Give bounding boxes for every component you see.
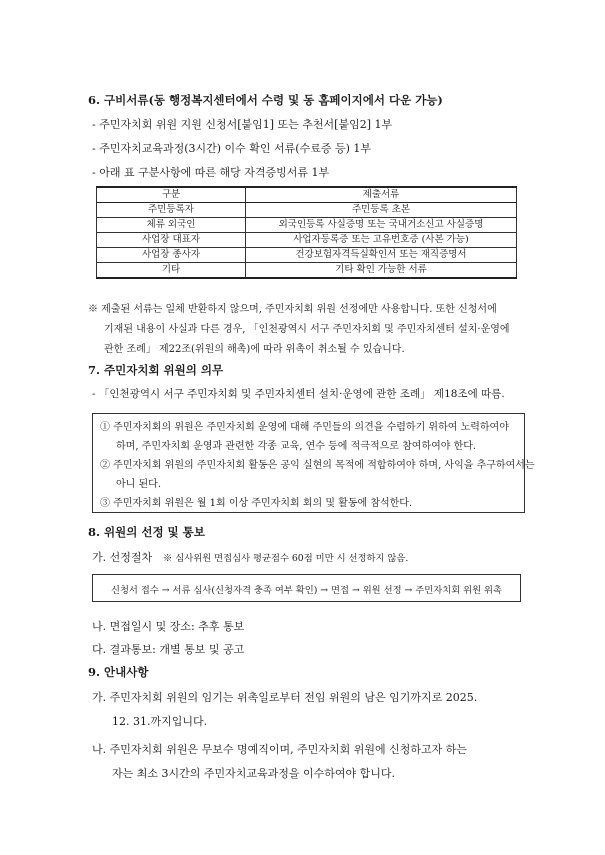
section-6-item-2: - 주민자치교육과정(3시간) 이수 확인 서류(수료증 등) 1부 (92, 142, 372, 155)
duty-3-line: ③ 주민자치회 위원은 월 1회 이상 주민자치회 회의 및 활동에 참석한다. (100, 498, 413, 509)
section-6-item-1: - 주민자치회 위원 지원 신청서[붙임1] 또는 추천서[붙임2] 1부 (92, 118, 393, 131)
procedure-flow: 신청서 접수 → 서류 심사(신청자격 충족 여부 확인) → 면접 → 위원 선정 → 주민자치회 위원 위촉 (110, 585, 503, 596)
table-cell: 사업장 대표자 (97, 233, 246, 248)
notice-a-line-2: 12. 31.까지입니다. (112, 715, 208, 728)
section-7-item: - 「인천광역시 서구 주민자치회 및 주민자치센터 설치·운영에 관한 조례」 제18조에 따름. (92, 388, 505, 400)
table-cell: 사업자등록증 또는 고유번호증 (사본 가능) (246, 233, 517, 248)
notice-b-line-1: 나. 주민자치회 위원은 무보수 명예직이며, 주민자치회 위원에 신청하고자 하는 (92, 743, 467, 756)
notice-b-line-2: 자는 최소 3시간의 주민자치교육과정을 이수하여야 합니다. (112, 767, 395, 780)
duty-1-line-1: ① 주민자치회의 위원은 주민자치회 운영에 대해 주민들의 의견을 수렴하기 위하여 노력하여야 (100, 422, 509, 433)
duty-2-line-1: ② 주민자치회 위원의 주민자치회 활동은 공익 실현의 목적에 적합하여야 하며, 사익을 추구하여서는 (100, 460, 535, 471)
table-header-row (97, 187, 517, 203)
section-8-title: 8. 위원의 선정 및 통보 (88, 525, 205, 539)
procedure-label: 가. 선정절차 (92, 551, 153, 564)
required-documents-table (96, 186, 517, 279)
section-9-title: 9. 안내사항 (88, 665, 149, 679)
table-cell: 기타 확인 가능한 서류 (246, 263, 517, 279)
note-line-3: 관한 조례」 제22조(위원의 해촉)에 따라 위촉이 취소될 수 있습니다. (104, 344, 405, 355)
table-row (97, 203, 517, 218)
table-cell: 주민등록 초본 (246, 203, 517, 218)
section-6-title: 6. 구비서류(동 행정복지센터에서 수령 및 동 홈페이지에서 다운 가능) (88, 93, 443, 107)
section-7-title: 7. 주민자치회 위원의 의무 (88, 363, 224, 377)
table-row (97, 263, 517, 279)
table-row (97, 248, 517, 263)
duty-2-line-2: 아니 된다. (116, 479, 161, 490)
table-row (97, 233, 517, 248)
section-6-item-3: - 아래 표 구분사항에 따른 해당 자격증빙서류 1부 (92, 166, 330, 179)
result-info: 다. 결과통보: 개별 통보 및 공고 (92, 643, 245, 656)
table-cell: 건강보험자격득실확인서 또는 재직증명서 (246, 248, 517, 263)
table-cell: 주민등록자 (97, 203, 246, 218)
note-line-2: 기재된 내용이 사실과 다른 경우, 「인천광역시 서구 주민자치회 및 주민자치센터 설치·운영에 (104, 324, 510, 335)
interview-info: 나. 면접일시 및 장소: 추후 통보 (92, 620, 245, 633)
table-header-documents: 제출서류 (246, 187, 517, 203)
duty-1-line-2: 하며, 주민자치회 운영과 관련한 각종 교육, 연수 등에 적극적으로 참여하여야 한다. (116, 441, 477, 452)
table-cell: 체류 외국인 (97, 218, 246, 233)
procedure-note: ※ 심사위원 면접심사 평균점수 60점 미만 시 선정하지 않음. (163, 553, 409, 564)
table-cell: 사업장 종사자 (97, 248, 246, 263)
notice-a-line-1: 가. 주민자치회 위원의 임기는 위촉일로부터 전임 위원의 남은 임기까지로 2025. (92, 691, 478, 704)
table-header-category: 구분 (97, 187, 246, 203)
note-line-1: ※ 제출된 서류는 일체 반환하지 않으며, 주민자치회 위원 선정에만 사용합니다. 또한 신청서에 (88, 304, 497, 315)
table-row (97, 218, 517, 233)
table-cell: 외국인등록 사실증명 또는 국내거소신고 사실증명 (246, 218, 517, 233)
table-cell: 기타 (97, 263, 246, 279)
